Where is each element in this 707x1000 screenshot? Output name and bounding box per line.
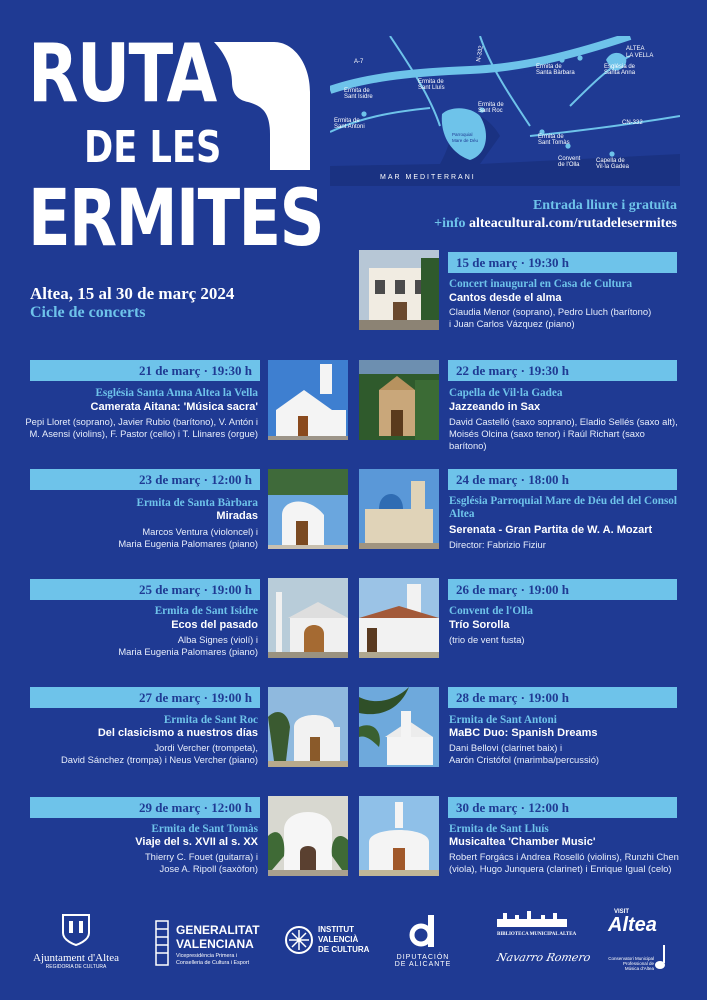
free-entry-note: Entrada lliure i gratuïta [532, 198, 677, 213]
date-bar-29: 29 de març · 12:00 h [30, 797, 260, 818]
map-label-gadea: Capella de [596, 158, 625, 164]
photo-sant-antoni [359, 687, 439, 767]
map-label-st-anna: Església de [604, 64, 636, 70]
venue-25: Ermita de Sant Isidre [154, 605, 258, 617]
performers-21-line2: M. Asensi (violins), F. Pastor (cello) i T. Llinares (orgue) [29, 428, 258, 439]
logo-biblioteca: BIBLIOTECA MUNICIPAL ALTEA Navarro Romero [497, 909, 569, 964]
concert-title-25: Ecos del pasado [171, 619, 258, 631]
map-label-st-roc: Ermita de [478, 102, 504, 108]
concert-title-30: Musicaltea 'Chamber Music' [449, 836, 596, 848]
map-label-st-isidre: Ermita de [344, 88, 370, 94]
photo-parroquia [359, 469, 439, 549]
svg-text:de l'Olla: de l'Olla [558, 162, 580, 168]
diputacion-icon [408, 913, 438, 949]
info-url-link[interactable]: alteacultural.com/rutadelesermites [469, 216, 677, 231]
concert-title-28: MaBC Duo: Spanish Dreams [449, 727, 598, 739]
photo-sant-lluis [359, 796, 439, 876]
performers-25-line1: Alba Signes (violí) i [177, 634, 258, 645]
concert-title-26: Trío Sorolla [449, 619, 510, 631]
svg-text:Sant Antoni: Sant Antoni [334, 124, 365, 130]
venue-28: Ermita de Sant Antoni [449, 714, 557, 726]
venue-29: Ermita de Sant Tomàs [151, 823, 258, 835]
date-bar-27: 27 de març · 19:00 h [30, 687, 260, 708]
subtitle-cycle: Cicle de concerts [30, 304, 146, 321]
map-label-parroquia: Parroquial [452, 132, 473, 137]
map-label-altea-vella: ALTEA [626, 46, 645, 52]
photo-casa-cultura [359, 250, 439, 330]
title-ruta: RUTA [28, 27, 216, 120]
info-line [434, 216, 677, 232]
biblioteca-skyline-icon [497, 909, 567, 927]
svg-text:Sant Roc: Sant Roc [478, 108, 503, 114]
music-note-icon [654, 945, 670, 971]
signature: Navarro Romero [495, 951, 592, 964]
venue-21: Església Santa Anna Altea la Vella [95, 387, 258, 399]
photo-sant-isidre [268, 578, 348, 658]
map-label-cn332: CN-332 [622, 120, 643, 126]
concert-title-22: Jazzeando in Sax [449, 401, 541, 413]
performers-24-line1: Director: Fabrizio Fiziur [449, 539, 546, 550]
performers-29-line1: Thierry C. Fouet (guitarra) i [144, 851, 258, 862]
sponsor-footer: Ajuntament d'Altea REGIDORIA DE CULTURA GENERALITAT VALENCIANA Vicepresidència Primera i Conselleria de Cultura i Esport INSTITUT VALENCIÀ DE CULTURA DIPUTACIÓN DE ALICANTE BIBLIOTECA MUNICIPAL ALTEA Navarro Romero VISIT Altea Conservatori Municipal Professional de Música d'Altea [0, 905, 707, 995]
info-prefix: +info [434, 216, 469, 231]
performers-15-line1: Claudia Menor (soprano), Pedro Lluch (barítono) [449, 306, 652, 317]
svg-text:Santa Anna: Santa Anna [604, 70, 636, 76]
performers-30-line2: (viola), Hugo Junquera (clarinet) i Enrique Igual (celo) [449, 863, 672, 874]
venue-26: Convent de l'Olla [449, 605, 533, 617]
svg-text:Sant Tomàs: Sant Tomàs [538, 140, 570, 146]
logo-visit-altea: VISIT Altea Conservatori Municipal Professional de Música d'Altea [608, 909, 680, 971]
performers-21-line1: Pepi Lloret (soprano), Javier Rubio (barítono), V. Antón i [25, 416, 258, 427]
map-label-n332: N-332 [476, 45, 485, 63]
performers-22-line2: Moisés Olcina (saxo tenor) i Raúl Richart (saxo barítono) [449, 428, 645, 451]
performers-23-line1: Marcos Ventura (violoncel) i [142, 526, 258, 537]
performers-28-line2: Aarón Cristófol (marimba/percussió) [449, 754, 600, 765]
performers-25-line2: Maria Eugenia Palomares (piano) [118, 646, 258, 657]
date-bar-21: 21 de març · 19:30 h [30, 360, 260, 381]
performers-22-line1: David Castelló (saxo soprano), Eladio Sellés (saxo alt), [449, 416, 678, 427]
performers-27-line1: Jordi Vercher (trompeta), [154, 742, 258, 753]
photo-santa-anna [268, 360, 348, 440]
performers-27-line2: David Sánchez (trompa) i Neus Vercher (piano) [61, 754, 258, 765]
date-bar-30: 30 de març · 12:00 h [448, 797, 677, 818]
svg-text:Sant Isidre: Sant Isidre [344, 94, 373, 100]
svg-text:Sant Lluís: Sant Lluís [418, 85, 445, 91]
photo-convent-olla [359, 578, 439, 658]
map-label-st-tomas: Ermita de [538, 134, 564, 140]
concert-title-21: Camerata Aitana: 'Música sacra' [90, 401, 258, 413]
photo-sant-tomas [268, 796, 348, 876]
venue-15: Concert inaugural en Casa de Cultura [449, 278, 633, 290]
date-bar-15: 15 de març · 19:30 h [448, 252, 677, 273]
map-label-st-antoni: Ermita de [334, 118, 360, 124]
svg-text:Santa Bàrbara: Santa Bàrbara [536, 70, 575, 76]
concert-title-23: Miradas [216, 510, 258, 522]
gva-crest-icon [152, 919, 172, 967]
date-bar-23: 23 de març · 12:00 h [30, 469, 260, 490]
venue-24: Església Parroquial Mare de Déu del del Consol Altea [449, 495, 677, 520]
date-bar-24: 24 de març · 18:00 h [448, 469, 677, 490]
logo-diputacion: DIPUTACIÓN DE ALICANTE [394, 913, 452, 968]
svg-text:Mare de Déu: Mare de Déu [452, 138, 479, 143]
route-map [330, 36, 680, 186]
poster-title [28, 27, 323, 264]
map-label-st-lluis: Ermita de [418, 79, 444, 85]
concert-title-15: Cantos desde el alma [449, 292, 562, 304]
crest-icon [61, 913, 91, 947]
concert-title-29: Viaje del s. XVII al s. XX [135, 836, 258, 848]
map-label-a7: A-7 [354, 59, 364, 65]
photo-santa-barbara [268, 469, 348, 549]
performers-15-line2: i Juan Carlos Vázquez (piano) [449, 318, 575, 329]
photo-sant-roc [268, 687, 348, 767]
logo-ajuntament: Ajuntament d'Altea REGIDORIA DE CULTURA [28, 913, 124, 970]
svg-text:Vil·la Gadea: Vil·la Gadea [596, 164, 629, 170]
date-bar-25: 25 de març · 19:00 h [30, 579, 260, 600]
subtitle-dates: Altea, 15 al 30 de març 2024 [30, 284, 235, 303]
date-bar-28: 28 de març · 19:00 h [448, 687, 677, 708]
photo-villa-gadea [359, 360, 439, 440]
title-de-les: DE LES [84, 122, 222, 173]
map-label-altea-vella-2: LA VELLA [626, 53, 654, 59]
venue-22: Capella de Vil·la Gadea [449, 387, 563, 399]
venue-27: Ermita de Sant Roc [163, 714, 258, 726]
performers-28-line1: Dani Bellovi (clarinet baix) i [449, 742, 563, 753]
performers-23-line2: Maria Eugenia Palomares (piano) [118, 538, 258, 549]
conservatori-text: Conservatori Municipal Professional de Música d'Altea [608, 956, 654, 971]
performers-30-line1: Robert Forgács i Andrea Roselló (violins), Runzhi Chen [449, 851, 679, 862]
map-label-olla: Convent [558, 156, 581, 162]
date-bar-26: 26 de març · 19:00 h [448, 579, 677, 600]
venue-23: Ermita de Santa Bàrbara [136, 497, 258, 509]
venue-30: Ermita de Sant Lluís [449, 823, 549, 835]
performers-26-line1: (trio de vent fusta) [449, 634, 525, 645]
date-bar-22: 22 de març · 19:30 h [448, 360, 677, 381]
map-label-st-barbara: Ermita de [536, 64, 562, 70]
concert-title-24: Serenata - Gran Partita de W. A. Mozart [449, 524, 653, 536]
title-head-shape [214, 42, 310, 170]
concert-title-27: Del clasicismo a nuestros días [97, 727, 258, 739]
ivc-icon [284, 925, 314, 955]
performers-29-line2: Jose A. Ripoll (saxòfon) [159, 863, 258, 874]
map-label-sea: MAR MEDITERRANI [380, 174, 476, 181]
title-ermites: ERMITES [28, 174, 323, 264]
